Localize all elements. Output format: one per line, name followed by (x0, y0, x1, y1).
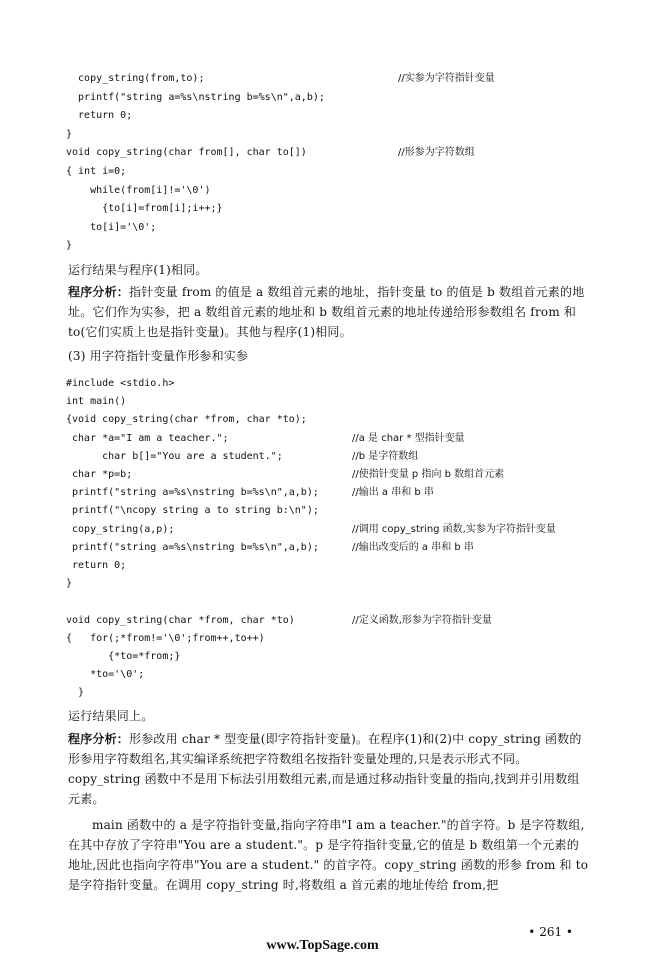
analysis-label: 程序分析： (68, 732, 130, 746)
section-3-heading: (3) 用字符指针变量作形参和实参 (68, 349, 249, 363)
main-explanation-paragraph: main 函数中的 a 是字符指针变量,指向字符串"I am a teacher."的首字符。b 是字符数组,在其中存放了字符串"You are a student."。p 是字符指针变量,它的值是 b 数组第一个元素的地址,因此也指向字符串"You are a student." 的首字符。copy_string 函数的形参 from 和 to 是字符指针变量。在调用 copy_string 时,将数组 a 首元素的地址传给 from,把 (68, 818, 589, 892)
code-line: } (66, 128, 73, 140)
analysis-label: 程序分析： (68, 285, 130, 299)
code-line: copy_string(a,p); (66, 523, 175, 535)
code-comment: //使指针变量 p 指向 b 数组首元素 (352, 469, 505, 480)
code-line: { int i=0; (66, 166, 127, 177)
code-comment: //形参为字符数组 (398, 147, 475, 159)
code-comment: //实参为字符指针变量 (398, 73, 495, 84)
code-line: char *p=b; (66, 469, 133, 480)
code-comment: //定义函数,形参为字符指针变量 (352, 614, 492, 626)
code-line: char *a="I am a teacher."; (66, 432, 229, 444)
code-line: {*to=*from;} (66, 651, 181, 662)
code-line: } (66, 578, 73, 590)
code-line: *to='\0'; (66, 669, 145, 681)
code-line: return 0; (66, 560, 127, 571)
code-comment: //调用 copy_string 函数,实参为字符指针变量 (352, 523, 556, 535)
code-line: copy_string(from,to); (66, 73, 205, 84)
code-line: to[i]='\0'; (66, 221, 157, 233)
code-line: {to[i]=from[i];i++;} (66, 203, 223, 215)
analysis-paragraph-1 (68, 282, 590, 342)
code-comment: //输出改变后的 a 串和 b 串 (352, 541, 474, 553)
analysis-paragraph-2 (68, 729, 590, 809)
footer-url: www.TopSage.com (266, 938, 379, 953)
code-comment: //b 是字符数组 (352, 450, 419, 462)
code-comment: //a 是 char * 型指针变量 (352, 432, 465, 444)
code-line: } (66, 687, 85, 699)
code-line: } (66, 240, 73, 252)
code-line: return 0; (66, 110, 133, 122)
code-line: char b[]="You are a student."; (66, 450, 283, 462)
code-comment: //输出 a 串和 b 串 (352, 487, 434, 499)
code-line: while(from[i]!='\0') (66, 184, 211, 196)
result-line-2: 运行结果同上。 (68, 709, 154, 723)
result-line-1: 运行结果与程序(1)相同。 (68, 263, 208, 277)
code-line: void copy_string(char from[], char to[]) (66, 147, 307, 159)
code-line: printf("string a=%s\nstring b=%s\n",a,b); (66, 541, 319, 553)
code-line: #include <stdio.h> (66, 378, 175, 389)
code-line: int main() (66, 396, 127, 408)
analysis-text: 形参改用 char * 型变量(即字符指针变量)。在程序(1)和(2)中 copy_string 函数的形参用字符数组名,其实编译系统把字符数组名按指针变量处理的,只是表示形式不同。copy_string 函数中不是用下标法引用数组元素,而是通过移动指针变量的指向,找到并引用数组元素。 (68, 732, 582, 806)
code-line: printf("string a=%s\nstring b=%s\n",a,b); (66, 487, 319, 499)
analysis-text: 指针变量 from 的值是 a 数组首元素的地址，指针变量 to 的值是 b 数组首元素的地址。它们作为实参，把 a 数组首元素的地址和 b 数组首元素的地址传递给形参数组名 from 和 to(它们实质上也是指针变量)。其他与程序(1)相同。 (68, 285, 585, 339)
code-line: {void copy_string(char *from, char *to); (66, 414, 307, 426)
code-line: printf("string a=%s\nstring b=%s\n",a,b); (66, 91, 325, 103)
code-line: void copy_string(char *from, char *to) (66, 614, 295, 626)
page-number: • 261 • (528, 925, 573, 939)
code-line: printf("\ncopy string a to string b:\n"); (66, 505, 319, 517)
code-line: { for(;*from!='\0';from++,to++) (66, 632, 265, 644)
